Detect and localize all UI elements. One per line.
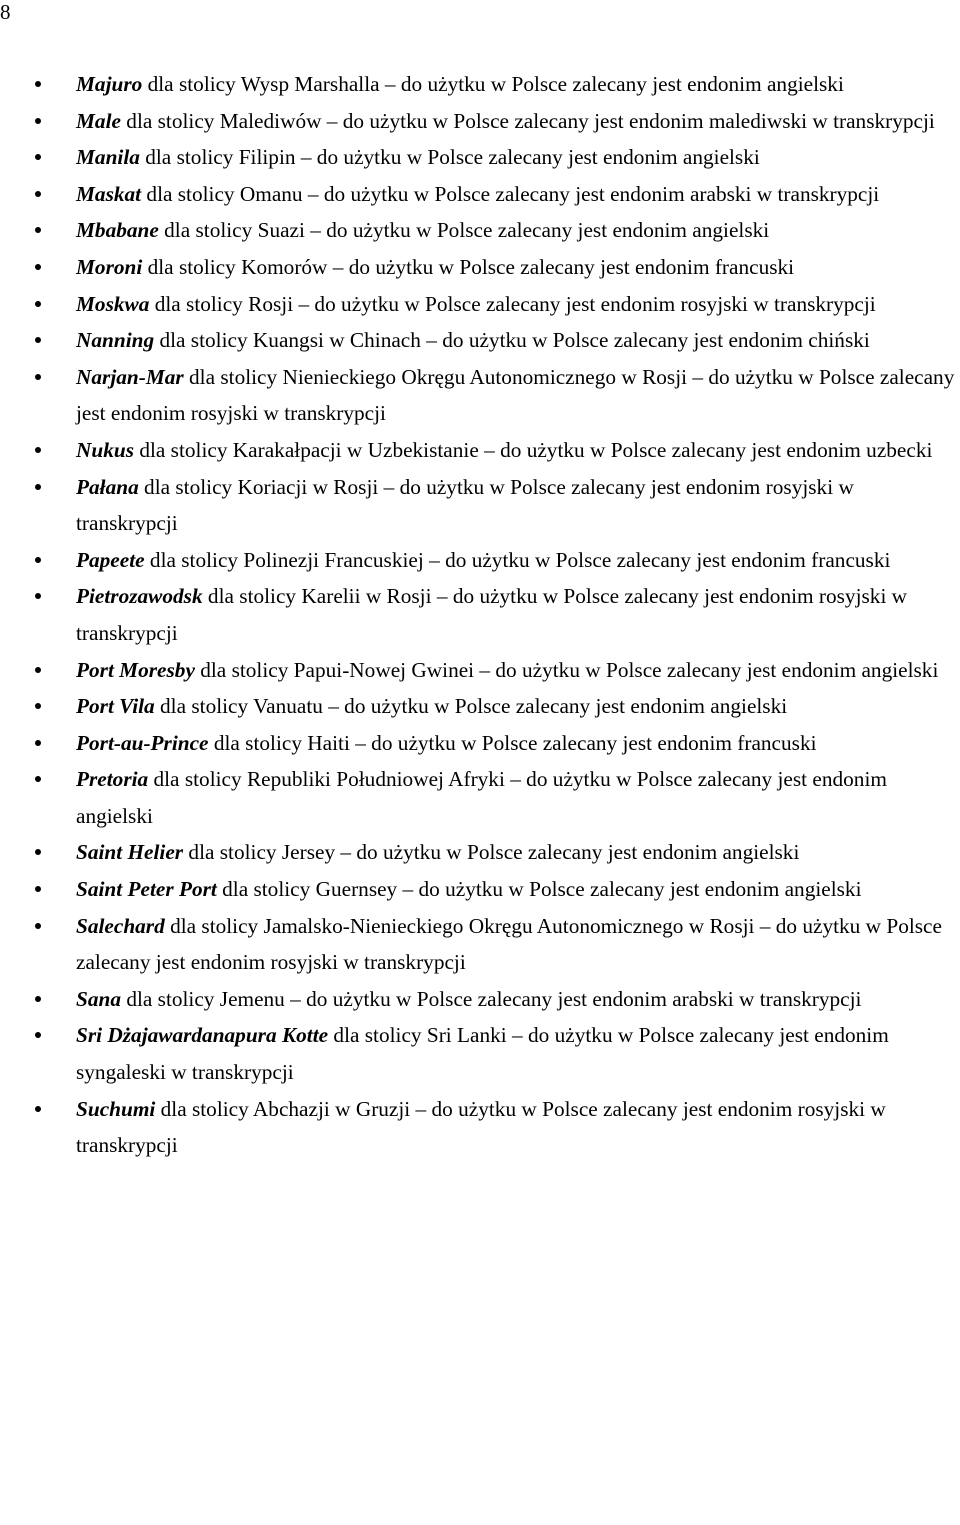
- entry-description: dla stolicy Sri Lanki – do użytku w Polsce zalecany jest endonim syngaleski w transkrypcji: [76, 1023, 889, 1085]
- city-name: Nanning: [76, 328, 155, 353]
- entry-description: dla stolicy Omanu – do użytku w Polsce zalecany jest endonim arabski w transkrypcji: [141, 181, 880, 206]
- bullet-icon: [35, 301, 41, 307]
- city-name: Sri Dżajawardanapura Kotte: [76, 1023, 329, 1048]
- entry-description: dla stolicy Wysp Marshalla – do użytku w Polsce zalecany jest endonim angielski: [142, 72, 844, 96]
- entry-description: dla stolicy Komorów – do użytku w Polsce zalecany jest endonim francuski: [142, 254, 795, 279]
- list-item: [0, 981, 960, 1018]
- bullet-icon: [35, 264, 41, 270]
- bullet-icon: [35, 996, 41, 1002]
- city-name: Male: [76, 108, 121, 133]
- list-item: [0, 212, 960, 249]
- city-name: Narjan-Mar: [76, 364, 184, 389]
- list-item: [0, 761, 960, 834]
- bullet-icon: [35, 593, 41, 599]
- city-name: Pałana: [76, 474, 139, 499]
- city-name: Saint Peter Port: [76, 877, 217, 902]
- list-item: [0, 249, 960, 286]
- entry-description: dla stolicy Karakałpacji w Uzbekistanie – do użytku w Polsce zalecany jest endonim uzbecki: [134, 437, 933, 462]
- city-name: Moroni: [76, 254, 143, 279]
- list-item: [0, 139, 960, 176]
- city-name: Moskwa: [76, 291, 150, 316]
- bullet-icon: [35, 1032, 41, 1038]
- bullet-icon: [35, 667, 41, 673]
- list-item: [0, 834, 960, 871]
- city-name: Salechard: [76, 913, 165, 938]
- list-item: [0, 469, 960, 542]
- bullet-icon: [35, 227, 41, 233]
- list-item: [0, 578, 960, 651]
- city-name: Mbabane: [76, 218, 159, 243]
- city-name: Pretoria: [76, 767, 149, 792]
- bullet-icon: [35, 886, 41, 892]
- bullet-icon: [35, 776, 41, 782]
- entry-description: dla stolicy Guernsey – do użytku w Polsce zalecany jest endonim angielski: [216, 877, 862, 902]
- list-item: [0, 359, 960, 432]
- list-item: [0, 725, 960, 762]
- entry-description: dla stolicy Suazi – do użytku w Polsce zalecany jest endonim angielski: [158, 218, 770, 243]
- city-name: Papeete: [76, 547, 145, 572]
- city-name: Port Moresby: [76, 657, 195, 682]
- bullet-icon: [35, 337, 41, 343]
- entry-description: dla stolicy Jersey – do użytku w Polsce zalecany jest endonim angielski: [183, 840, 800, 865]
- list-item: [0, 908, 960, 981]
- city-name: Nukus: [76, 437, 135, 462]
- bullet-icon: [35, 118, 41, 124]
- list-item: [0, 1017, 960, 1090]
- city-name: Sana: [76, 986, 121, 1011]
- bullet-icon: [35, 1106, 41, 1112]
- bullet-icon: [35, 191, 41, 197]
- bullet-icon: [35, 447, 41, 453]
- entry-description: dla stolicy Filipin – do użytku w Polsce zalecany jest endonim angielski: [139, 145, 760, 170]
- list-item: [0, 322, 960, 359]
- entry-description: dla stolicy Republiki Południowej Afryki – do użytku w Polsce zalecany jest endonim angielski: [76, 767, 887, 828]
- bullet-icon: [35, 703, 41, 709]
- bullet-icon: [35, 374, 41, 380]
- bullet-icon: [35, 923, 41, 929]
- list-item: [0, 871, 960, 908]
- bullet-icon: [35, 740, 41, 746]
- entry-description: dla stolicy Jamalsko-Nienieckiego Okręgu Autonomicznego w Rosji – do użytku w Polsce zalecany jest endonim rosyjski w transkrypcji: [76, 913, 942, 975]
- entry-description: dla stolicy Koriacji w Rosji – do użytku w Polsce zalecany jest endonim rosyjski w transkrypcji: [76, 474, 854, 536]
- entry-description: dla stolicy Rosji – do użytku w Polsce zalecany jest endonim rosyjski w transkrypcji: [149, 291, 876, 316]
- list-item: [0, 286, 960, 323]
- entry-description: dla stolicy Malediwów – do użytku w Polsce zalecany jest endonim malediwski w transkrypcji: [120, 108, 935, 133]
- bullet-icon: [35, 484, 41, 490]
- entry-description: dla stolicy Nienieckiego Okręgu Autonomicznego w Rosji – do użytku w Polsce zalecany jest endonim rosyjski w transkrypcji: [76, 364, 955, 426]
- list-item: [0, 652, 960, 689]
- capital-entry-list: [0, 66, 960, 1164]
- entry-description: dla stolicy Karelii w Rosji – do użytku w Polsce zalecany jest endonim rosyjski w transkrypcji: [76, 584, 908, 645]
- entry-description: dla stolicy Haiti – do użytku w Polsce zalecany jest endonim francuski: [208, 730, 817, 755]
- list-item: [0, 688, 960, 725]
- city-name: Manila: [76, 145, 140, 170]
- city-name: Suchumi: [76, 1096, 156, 1121]
- bullet-icon: [35, 557, 41, 563]
- bullet-icon: [35, 849, 41, 855]
- list-item: [0, 66, 960, 103]
- entry-description: dla stolicy Papui-Nowej Gwinei – do użytku w Polsce zalecany jest endonim angielski: [194, 657, 939, 682]
- bullet-icon: [35, 81, 41, 87]
- city-name: Pietrozawodsk: [76, 584, 203, 609]
- entry-description: dla stolicy Abchazji w Gruzji – do użytku w Polsce zalecany jest endonim rosyjski w transkrypcji: [76, 1096, 886, 1158]
- entry-description: dla stolicy Kuangsi w Chinach – do użytku w Polsce zalecany jest endonim chiński: [154, 328, 870, 353]
- list-item: [0, 103, 960, 140]
- page-number: 8: [0, 0, 11, 24]
- bullet-icon: [35, 154, 41, 160]
- list-item: [0, 542, 960, 579]
- list-item: [0, 176, 960, 213]
- entry-description: dla stolicy Vanuatu – do użytku w Polsce zalecany jest endonim angielski: [154, 694, 788, 719]
- entry-description: dla stolicy Jemenu – do użytku w Polsce zalecany jest endonim arabski w transkrypcji: [121, 986, 862, 1011]
- city-name: Port Vila: [76, 694, 155, 719]
- city-name: Majuro: [76, 72, 143, 96]
- list-item: [0, 1091, 960, 1164]
- city-name: Saint Helier: [76, 840, 184, 865]
- city-name: Maskat: [76, 181, 142, 206]
- city-name: Port-au-Prince: [76, 730, 209, 755]
- list-item: [0, 432, 960, 469]
- entry-description: dla stolicy Polinezji Francuskiej – do użytku w Polsce zalecany jest endonim francuski: [144, 547, 891, 572]
